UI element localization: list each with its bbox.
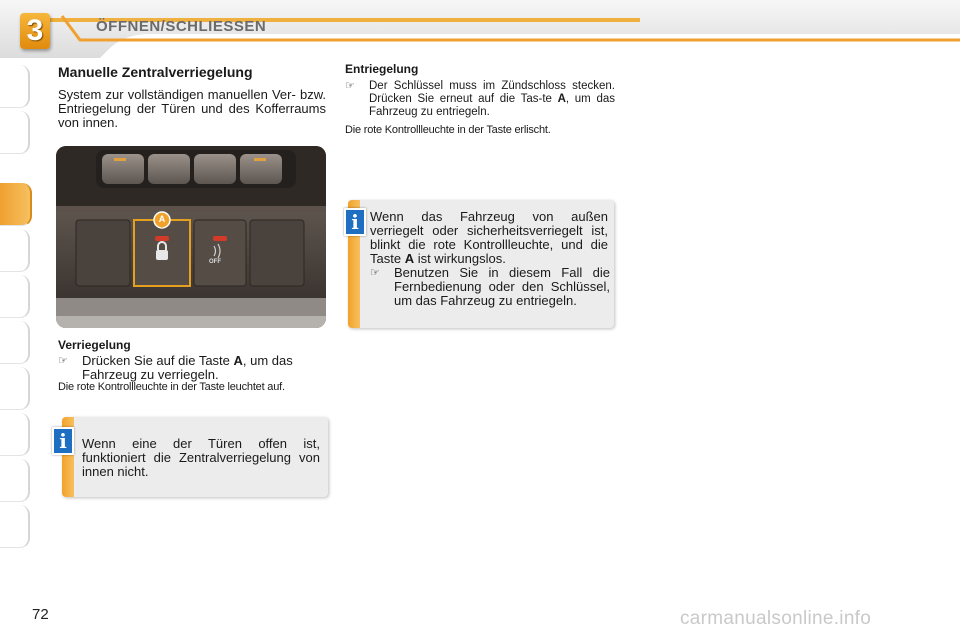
lock-heading: Verriegelung bbox=[58, 338, 131, 352]
chapter-tab-2[interactable] bbox=[0, 111, 30, 154]
unlock-bullet-text bbox=[369, 80, 615, 119]
lock-bullet-pre: Drücken Sie auf die Taste bbox=[82, 353, 234, 368]
dashboard-photo bbox=[56, 146, 326, 328]
lock-bullet bbox=[58, 354, 328, 384]
pointing-hand-icon: ☞ bbox=[370, 267, 380, 279]
info-box-doors bbox=[62, 417, 328, 497]
info-icon: i bbox=[52, 427, 74, 455]
info-box-remote-bullet-text: Benutzen Sie in diesem Fall die Fernbedienung oder den Schlüssel, um das Fahrzeug zu entriegeln. bbox=[394, 265, 610, 308]
chapter-badge: 3 bbox=[20, 13, 50, 49]
chapter-tab-strip bbox=[0, 65, 34, 575]
unlock-bullet-post: , um das Fahrzeug zu entriegeln. bbox=[369, 93, 615, 118]
info-box-remote-post: ist wirkungslos. bbox=[414, 251, 506, 266]
info-box-remote bbox=[348, 200, 614, 328]
unlock-bullet bbox=[345, 80, 615, 120]
chapter-tab-10[interactable] bbox=[0, 505, 30, 548]
pointing-hand-icon: ☞ bbox=[58, 355, 68, 367]
chapter-tab-5[interactable] bbox=[0, 275, 30, 318]
chapter-tab-4[interactable] bbox=[0, 229, 30, 272]
key-label-a: A bbox=[404, 251, 415, 266]
unlock-bullet-pre: Der Schlüssel muss im Zündschloss stecken. Drücken Sie erneut auf die Tas-te bbox=[369, 80, 615, 105]
info-box-remote-pre: Wenn das Fahrzeug von außen verriegelt oder sicherheitsverriegelt ist, blinkt die rote Kontrollleuchte, und die Taste bbox=[370, 209, 608, 266]
info-box-remote-text bbox=[370, 210, 608, 266]
info-icon: i bbox=[344, 208, 366, 236]
lock-bullet-post: , um das Fahrzeug zu verriegeln. bbox=[82, 353, 293, 382]
section-heading: Manuelle Zentralverriegelung bbox=[58, 64, 253, 80]
page-title: ÖFFNEN/SCHLIESSEN bbox=[96, 18, 267, 35]
header-bar bbox=[0, 0, 960, 58]
off-label: OFF bbox=[209, 259, 221, 265]
dashboard-illustration bbox=[56, 146, 326, 328]
chapter-tab-6[interactable] bbox=[0, 321, 30, 364]
unlock-heading: Entriegelung bbox=[345, 62, 419, 76]
info-box-remote-bullet bbox=[370, 266, 610, 322]
key-label-a: A bbox=[233, 353, 243, 368]
chapter-tab-7[interactable] bbox=[0, 367, 30, 410]
chapter-tab-9[interactable] bbox=[0, 459, 30, 502]
chapter-tab-1[interactable] bbox=[0, 65, 30, 108]
lock-note: Die rote Kontrollleuchte in der Taste leuchtet auf. bbox=[58, 381, 285, 393]
callout-label-a: A bbox=[158, 214, 166, 224]
intro-paragraph: System zur vollständigen manuellen Ver- bzw. Entriegelung der Türen und des Kofferraums von innen. bbox=[58, 87, 326, 130]
info-box-doors-text: Wenn eine der Türen offen ist, funktioniert die Zentralverriegelung von innen nicht. bbox=[82, 436, 320, 479]
lock-bullet-text bbox=[82, 354, 328, 382]
key-label-a: A bbox=[557, 93, 566, 105]
pointing-hand-icon: ☞ bbox=[345, 80, 355, 92]
unlock-note: Die rote Kontrollleuchte in der Taste erlischt. bbox=[345, 124, 551, 136]
chapter-tab-3-active[interactable] bbox=[0, 183, 32, 226]
watermark: carmanualsonline.info bbox=[680, 608, 872, 629]
page-number: 72 bbox=[32, 606, 49, 623]
chapter-tab-8[interactable] bbox=[0, 413, 30, 456]
